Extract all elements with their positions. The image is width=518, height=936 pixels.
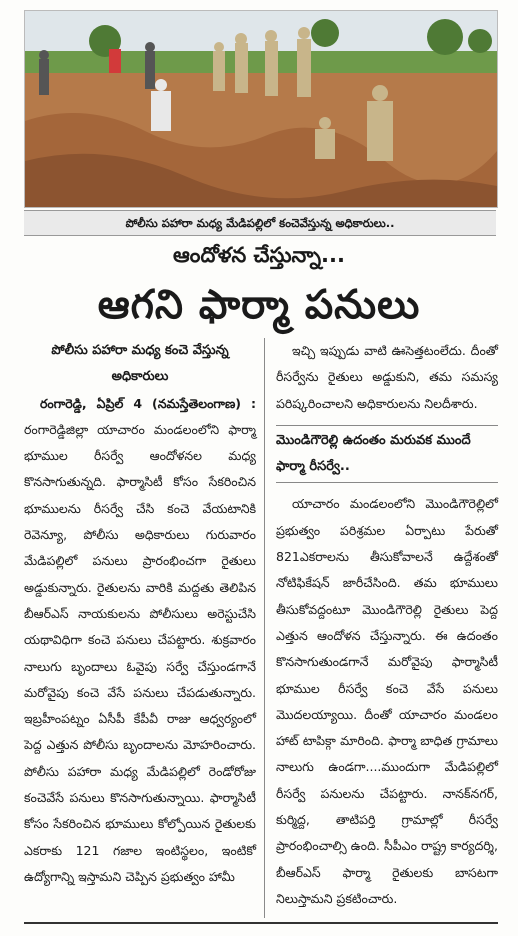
right-body-bottom: యాచారం మండలంలోని మొండిగౌరెల్లిలో ప్రభుత్వం పరిశ్రమల ఏర్పాటు పేరుతో 821ఎకరాలను తీసుకోవాలనే ఉద్దేశంతో నోటిఫికేషన్ జారీచేసింది. తమ భూములు తీసుకోవద్దంటూ మొండిగౌరెల్లి రైతులు పెద్ద ఎత్తున ఆందోళన చేస్తున్నారు. ఈ ఉదంతం కొనసాగుతుండగానే మరోవైపు ఫార్మాసిటీ భూముల రీసర్వే కంచె వేసే పనులు మొదలయ్యాయి. దీంతో యాచారం మండలం హాట్ టాపిక్గా మారింది. ఫార్మా బాధిత గ్రామాలు నాలుగు ఉండగా....ముందుగా మేడిపల్లిలో రీసర్వే పనులను చేపట్టారు. నానక్‌నగర్, కుర్మిద్ద, తాటిపర్తి గ్రామాల్లో రీసర్వే ప్రారంభించాల్సి ఉంది. సీపీఎం రాష్ట్ర కార్యదర్శి, బీఆర్ఎస్ ఫార్మా రైతులకు బాసటగా నిలుస్తామని ప్రకటించారు. (276, 496, 498, 906)
dateline: రంగారెడ్డి, ఏప్రిల్ 4 (నమస్తేతెలంగాణ) : (40, 395, 256, 411)
left-body (24, 391, 256, 891)
bottom-rule (24, 922, 498, 924)
right-body-top: ఇచ్చి ఇప్పుడు వాటి ఊసెత్తటంలేదు. దీంతో రీసర్వేను రైతులు అడ్డుకుని, తమ సమస్య పరిష్కరించాలని అధికారులను నిలదీశారు. (276, 343, 498, 411)
photo-caption: పోలీసు పహారా మధ్య మేడిపల్లిలో కంచెవేస్తున్న అధికారులు.. (24, 210, 496, 236)
photo-illustration (25, 11, 497, 207)
right-column (276, 338, 498, 912)
left-column (24, 338, 256, 890)
left-body-text: రంగారెడ్డిజిల్లా యాచారం మండలంలోని ఫార్మా భూముల రీసర్వే ఆందోళనల మధ్య కొనసాగుతున్నది. ఫార్మాసిటీ కోసం సేకరించిన భూములను రీసర్వే చేసి కంచె వేయటానికి రెవెన్యూ, పోలీసు అధికారులు గురువారం మేడిపల్లిలో పనులు ప్రారంభించగా రైతులు అడ్డుకున్నారు. రైతులను వారికి మద్దతు తెలిపిన బీఆర్ఎస్ నాయకులను పోలీసులు అరెస్టుచేసి యథావిధిగా కంచె పనులు చేపట్టారు. శుక్రవారం నాలుగు బృందాలు ఓవైపు సర్వే చేస్తుండగానే మరోవైపు కంచె వేసే పనులు చేపడుతున్నారు. ఇబ్రహీంపట్నం ఏసీపీ కేపీవీ రాజు ఆధ్వర్యంలో పెద్ద ఎత్తున పోలీసు బృందాలను మోహరించారు. పోలీసు పహారా మధ్య మేడిపల్లిలో రెండోరోజు కంచెవేసే పనులు కొనసాగుతున్నాయి. ఫార్మాసిటీ కోసం సేకరించిన భూములు కోల్పోయిన రైతులకు ఎకరాకు 121 గజాల ఇంటిస్థలం, ఇంటికో ఉద్యోగాన్ని ఇస్తామని చెప్పిన ప్రభుత్వం హామీ (24, 421, 256, 884)
kicker-headline: ఆందోళన చేస్తున్నా... (173, 243, 345, 267)
left-subheading: పోలీసు పహారా మధ్య కంచె వేస్తున్న అధికారులు (51, 343, 229, 385)
column-divider (264, 338, 265, 918)
right-subheading: మొండిగౌరెల్లి ఉదంతం మరువక ముందే ఫార్మా రీసర్వే.. (276, 425, 498, 484)
news-photo (24, 10, 498, 208)
main-headline: ఆగని ఫార్మా పనులు (97, 282, 421, 328)
